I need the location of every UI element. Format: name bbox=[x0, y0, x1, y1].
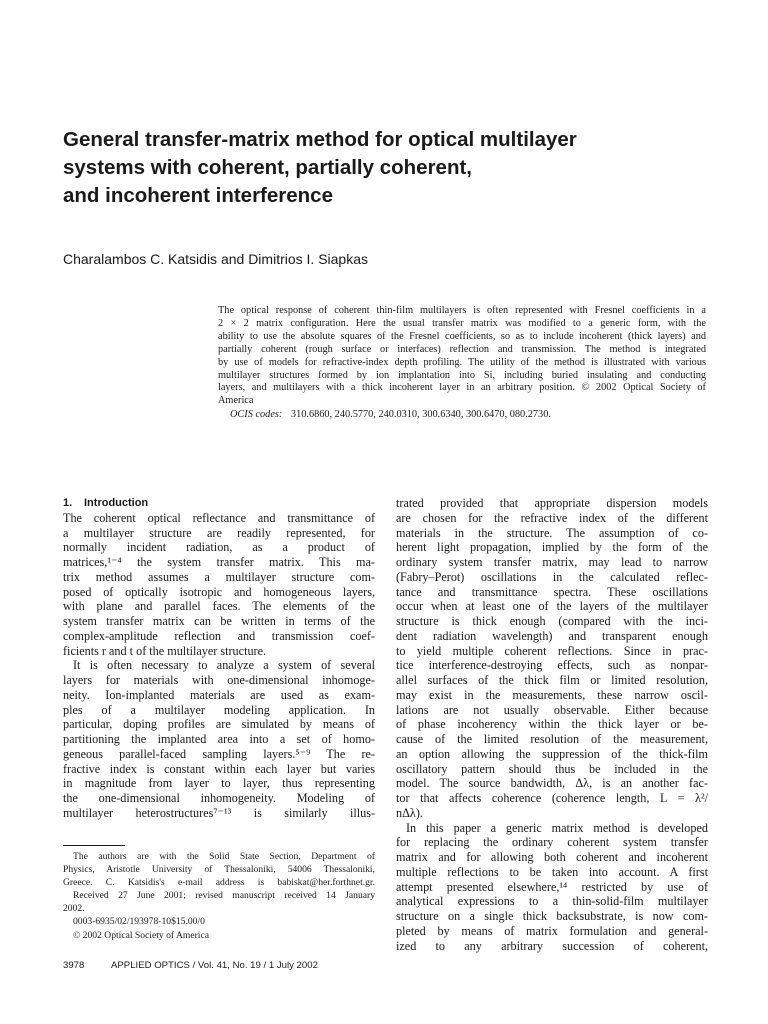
title-line: systems with coherent, partially coherent, bbox=[63, 156, 472, 179]
title-line: General transfer-matrix method for optical multilayer bbox=[63, 128, 577, 151]
section-heading bbox=[63, 496, 375, 511]
body-line: a multilayer structure are readily represented, for bbox=[63, 525, 375, 540]
abstract-line: by use of models for refractive-index depth profiling. The utility of the method is illustrated with various bbox=[218, 356, 706, 368]
body-line: are chosen for the refractive index of the different bbox=[396, 510, 708, 525]
footnote-line: 0003-6935/02/193978-10$15.00/0 bbox=[73, 916, 205, 928]
body-line: system transfer matrix can be written in terms of the bbox=[63, 614, 375, 628]
footnotes bbox=[63, 850, 375, 942]
body-line: an option allowing the suppression of the thick-film bbox=[396, 746, 708, 761]
body-line: of phase incoherency within the thick layer or be- bbox=[396, 717, 708, 732]
body-line: matrices,¹⁻⁴ the system transfer matrix. This ma- bbox=[63, 555, 375, 569]
body-line: the one-dimensional inhomogeneity. Modeling of bbox=[63, 791, 375, 805]
ocis-values: 310.6860, 240.5770, 240.0310, 300.6340, 300.6470, 080.2730. bbox=[290, 409, 551, 421]
body-line: ples of a multilayer modeling application. In bbox=[63, 702, 375, 717]
body-line: cause of the limited resolution of the measurement, bbox=[396, 732, 708, 746]
body-line: tance and transmittance spectra. These oscillations bbox=[396, 584, 708, 599]
body-line: geneous parallel-faced sampling layers.⁵⁻⁹ The re- bbox=[63, 746, 375, 761]
footnote-line: Physics, Aristotle University of Thessaloniki, 54006 Thessaloniki, bbox=[63, 864, 375, 876]
abstract-line: America bbox=[218, 395, 254, 407]
abstract-line: The optical response of coherent thin-film multilayers is often represented with Fresnel coefficients in a bbox=[218, 305, 706, 316]
body-line: attempt presented elsewhere,¹⁴ restricted by use of bbox=[396, 879, 708, 894]
body-line: neity. Ion-implanted materials are used as exam- bbox=[63, 687, 375, 702]
footnote-line: © 2002 Optical Society of America bbox=[73, 929, 209, 941]
body-column-right bbox=[396, 496, 708, 953]
body-line: nΔλ). bbox=[396, 805, 423, 820]
page-number: 3978 bbox=[63, 960, 85, 971]
abstract-line: ability to use the absolute squares of the Fresnel coefficients, so as to include incoherent (thick layers) and bbox=[218, 330, 706, 342]
footnote-line: Greece. C. Katsidis's e-mail address is babiskat@her.forthnet.gr. bbox=[63, 877, 375, 889]
body-line: trix method assumes a multilayer structure com- bbox=[63, 569, 375, 584]
body-line: with plane and parallel faces. The elements of the bbox=[63, 599, 375, 614]
ocis-codes bbox=[218, 409, 706, 422]
body-line: tor that affects coherence (coherence length, L = λ²/ bbox=[396, 791, 708, 805]
section-number: 1. bbox=[63, 497, 73, 509]
body-line: layers for materials with one-dimensional inhomoge- bbox=[63, 673, 375, 687]
title-line: and incoherent interference bbox=[63, 184, 333, 207]
body-line: ordinary system transfer matrix, may lead to narrow bbox=[396, 555, 708, 569]
body-line: multilayer heterostructures⁷⁻¹³ is similarly illus- bbox=[63, 805, 375, 820]
body-line: structure is thick enough (compared with the inci- bbox=[396, 614, 708, 628]
footnote-line: 2002. bbox=[63, 903, 85, 915]
body-line: pleted by means of matrix formulation and general- bbox=[396, 923, 708, 938]
body-line: herent light propagation, implied by the form of the bbox=[396, 540, 708, 555]
abstract-line: multilayer structures formed by ion implantation into Si, including buried insulating and conducting bbox=[218, 369, 706, 381]
body-line: analytical expressions to a thin-solid-film multilayer bbox=[396, 894, 708, 909]
journal-citation: APPLIED OPTICS / Vol. 41, No. 19 / 1 July 2002 bbox=[111, 960, 318, 971]
body-line: partitioning the implanted area into a set of homo- bbox=[63, 732, 375, 746]
abstract-line: partially coherent (rough surface or interfaces) reflection and transmission. The method is integrated bbox=[218, 343, 706, 355]
body-line: It is often necessary to analyze a system of several bbox=[73, 658, 375, 673]
author-list: Charalambos C. Katsidis and Dimitrios I. Siapkas bbox=[63, 251, 369, 267]
body-line: model. The source bandwidth, Δλ, is an another fac- bbox=[396, 776, 708, 791]
body-line: In this paper a generic matrix method is developed bbox=[406, 820, 708, 835]
body-line: posed of optically isotropic and homogeneous layers, bbox=[63, 584, 375, 599]
body-line: tice interference-destroying effects, such as nonpar- bbox=[396, 658, 708, 673]
body-line: for replacing the ordinary coherent system transfer bbox=[396, 835, 708, 850]
body-line: allel surfaces of the thick film or limited resolution, bbox=[396, 673, 708, 687]
body-column-left bbox=[63, 496, 375, 821]
body-line: ficients r and t of the multilayer structure. bbox=[63, 643, 267, 658]
body-line: may exist in the measurements, these narrow oscil- bbox=[396, 687, 708, 702]
body-line: normally incident radiation, as a product of bbox=[63, 540, 375, 555]
abstract-line: layers, and multilayers with a thick incoherent layer in an arbitrary position. © 2002 Optical Society of bbox=[218, 382, 706, 394]
body-line: in magnitude from layer to layer, thus representing bbox=[63, 776, 375, 791]
ocis-label: OCIS codes: bbox=[230, 409, 283, 421]
body-line: dent radiation wavelength) and transparent enough bbox=[396, 628, 708, 643]
body-line: (Fabry–Perot) oscillations in the calculated reflec- bbox=[396, 569, 708, 584]
body-line: multiple reflections to be taken into account. A first bbox=[396, 864, 708, 879]
body-line: trated provided that appropriate dispersion models bbox=[396, 496, 708, 510]
body-line: fractive index is constant within each layer but varies bbox=[63, 761, 375, 776]
body-line: structure on a single thick backsubstrate, is now com- bbox=[396, 909, 708, 923]
body-line: ized to any arbitrary succession of coherent, bbox=[396, 938, 708, 953]
body-line: The coherent optical reflectance and transmittance of bbox=[63, 510, 375, 525]
abstract bbox=[218, 305, 706, 422]
body-line: particular, doping profiles are simulated by means of bbox=[63, 717, 375, 732]
page-footer bbox=[63, 960, 318, 972]
body-line: lations are not usually observable. Either because bbox=[396, 702, 708, 717]
abstract-line: 2 × 2 matrix configuration. Here the usual transfer matrix was modified to a generic form, with the bbox=[218, 317, 706, 329]
footnote-line: Received 27 June 2001; revised manuscript received 14 January bbox=[73, 890, 375, 902]
body-line: oscillatory pattern should thus be included in the bbox=[396, 761, 708, 776]
body-line: complex-amplitude reflection and transmission coef- bbox=[63, 628, 375, 643]
footnote-divider bbox=[63, 845, 125, 846]
body-line: materials in the structure. The assumption of co- bbox=[396, 525, 708, 540]
body-line: matrix and for allowing both coherent and incoherent bbox=[396, 850, 708, 864]
footnote-line: The authors are with the Solid State Section, Department of bbox=[73, 851, 375, 862]
section-title: Introduction bbox=[84, 497, 149, 509]
body-line: to yield multiple coherent reflections. Since in prac- bbox=[396, 643, 708, 658]
body-line: occur when at least one of the layers of the multilayer bbox=[396, 599, 708, 614]
paper-title bbox=[63, 126, 703, 210]
